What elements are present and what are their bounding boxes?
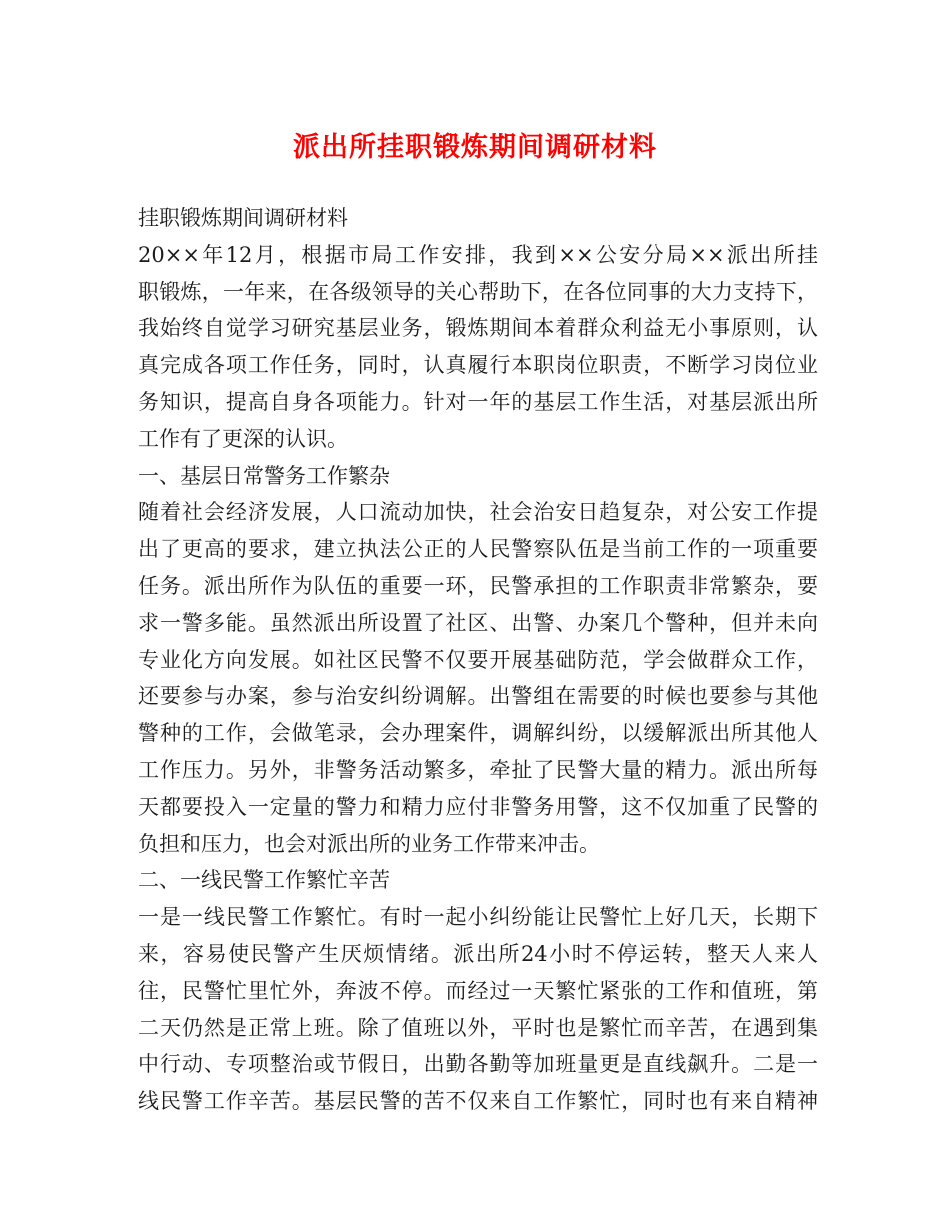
section-heading: 二、一线民警工作繁忙辛苦	[138, 868, 390, 893]
section-heading: 一、基层日常警务工作繁杂	[138, 463, 390, 488]
body-line: 真完成各项工作任务，同时，认真履行本职岗位职责，不断学习岗位业	[138, 353, 818, 378]
body-line: 负担和压力，也会对派出所的业务工作带来冲击。	[138, 831, 600, 856]
body-line: 天都要投入一定量的警力和精力应付非警务用警，这不仅加重了民警的	[138, 794, 818, 819]
body-line: 二天仍然是正常上班。除了值班以外，平时也是繁忙而辛苦，在遇到集	[138, 1015, 818, 1040]
body-line: 中行动、专项整治或节假日，出勤各勤等加班量更是直线飙升。二是一	[138, 1052, 818, 1077]
document-body	[138, 200, 818, 1120]
body-line: 出了更高的要求，建立执法公正的人民警察队伍是当前工作的一项重要	[138, 537, 818, 562]
subtitle-line: 挂职锻炼期间调研材料	[138, 206, 348, 230]
body-line: 工作有了更深的认识。	[138, 426, 348, 451]
body-line: 工作压力。另外，非警务活动繁多，牵扯了民警大量的精力。派出所每	[138, 757, 818, 782]
body-line: 务知识，提高自身各项能力。针对一年的基层工作生活，对基层派出所	[138, 389, 818, 414]
body-line: 警种的工作，会做笔录，会办理案件，调解纠纷，以缓解派出所其他人	[138, 721, 818, 746]
body-line: 往，民警忙里忙外，奔波不停。而经过一天繁忙紧张的工作和值班，第	[138, 978, 818, 1003]
body-line: 随着社会经济发展，人口流动加快，社会治安日趋复杂，对公安工作提	[138, 500, 818, 525]
body-line: 职锻炼，一年来，在各级领导的关心帮助下，在各位同事的大力支持下，	[138, 279, 818, 304]
body-line: 我始终自觉学习研究基层业务，锻炼期间本着群众利益无小事原则，认	[138, 316, 818, 341]
body-line: 专业化方向发展。如社区民警不仅要开展基础防范，学会做群众工作，	[138, 647, 818, 672]
body-line: 来，容易使民警产生厌烦情绪。派出所24小时不停运转，整天人来人	[138, 941, 818, 966]
body-line: 求一警多能。虽然派出所设置了社区、出警、办案几个警种，但并未向	[138, 610, 818, 635]
body-line: 线民警工作辛苦。基层民警的苦不仅来自工作繁忙，同时也有来自精神	[138, 1089, 818, 1114]
body-line: 还要参与办案，参与治安纠纷调解。出警组在需要的时候也要参与其他	[138, 684, 818, 709]
body-line: 任务。派出所作为队伍的重要一环，民警承担的工作职责非常繁杂，要	[138, 573, 818, 598]
body-line: 20××年12月，根据市局工作安排，我到××公安分局××派出所挂	[138, 242, 818, 267]
document-title: 派出所挂职锻炼期间调研材料	[293, 132, 657, 163]
body-line: 一是一线民警工作繁忙。有时一起小纠纷能让民警忙上好几天，长期下	[138, 905, 818, 930]
